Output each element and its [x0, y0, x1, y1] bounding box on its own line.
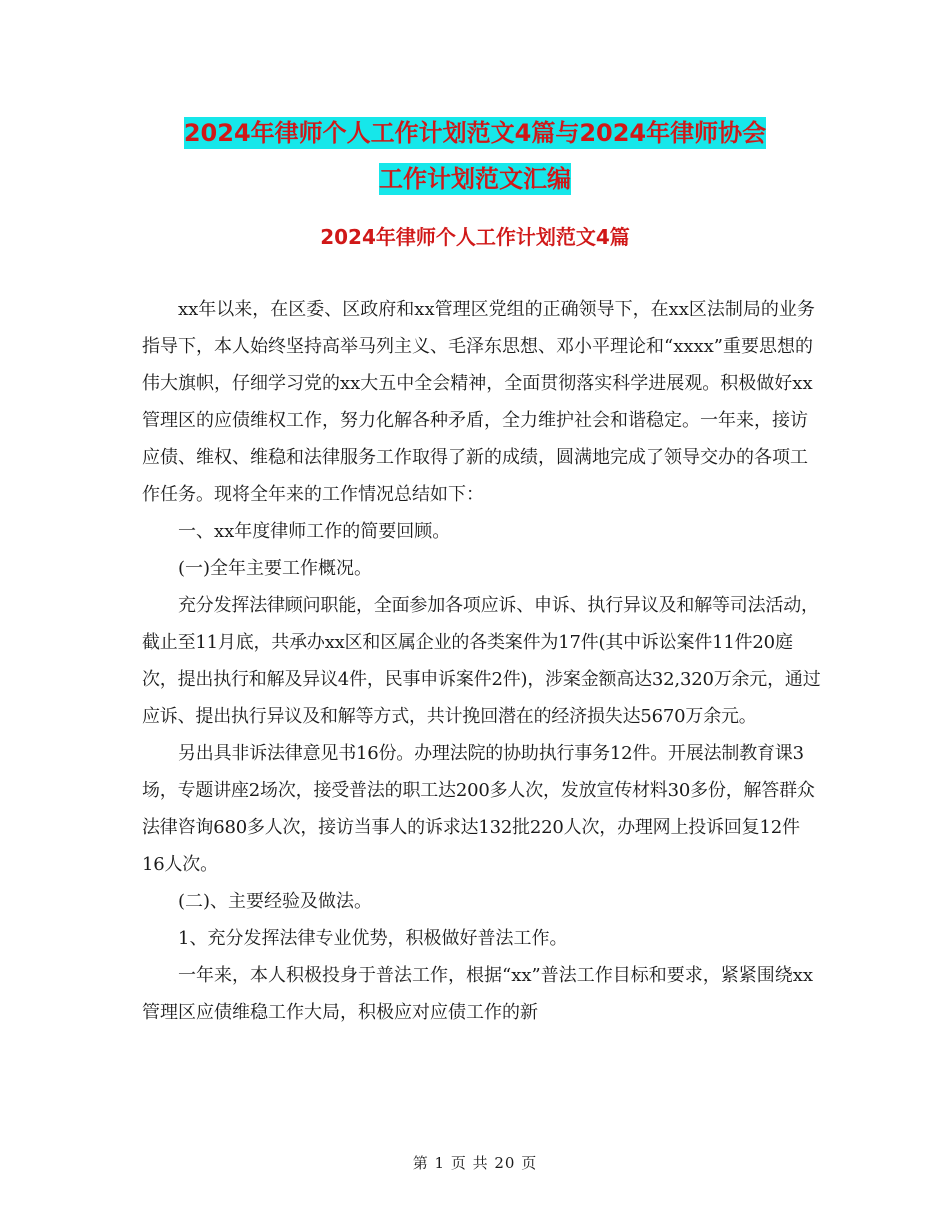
- paragraph-point-1: 1、充分发挥法律专业优势，积极做好普法工作。: [178, 928, 568, 949]
- document-body: [142, 291, 822, 1031]
- page-footer: 第 1 页 共 20 页: [412, 1154, 538, 1172]
- paragraph-other-work: 另出具非诉法律意见书16份。办理法院的协助执行事务12件。开展法制教育课3场，专题讲座2场次，接受普法的职工达200多人次，发放宣传材料30多份，解答群众法律咨询680多人次，接访当事人的诉求达132批220人次，办理网上投诉回复12件16人次。: [142, 743, 815, 875]
- title-line-1: 2024年律师个人工作计划范文4篇与2024年律师协会: [183, 119, 767, 147]
- paragraph-intro: xx年以来，在区委、区政府和xx管理区党组的正确领导下，在xx区法制局的业务指导下，本人始终坚持高举马列主义、毛泽东思想、邓小平理论和“xxxx”重要思想的伟大旗帜，仔细学习党的xx大五中全会精神，全面贯彻落实科学进展观。积极做好xx管理区的应债维权工作，努力化解各种矛盾，全力维护社会和谐稳定。一年来，接访应债、维权、维稳和法律服务工作取得了新的成绩，圆满地完成了领导交办的各项工作任务。现将全年来的工作情况总结如下：: [142, 299, 815, 505]
- paragraph-heading-1: 一、xx年度律师工作的简要回顾。: [178, 521, 451, 542]
- paragraph-heading-1-2: (二)、主要经验及做法。: [178, 891, 373, 912]
- paragraph-legal-education: 一年来，本人积极投身于普法工作，根据“xx”普法工作目标和要求，紧紧围绕xx管理区应债维稳工作大局，积极应对应债工作的新: [142, 965, 814, 1023]
- paragraph-cases: 充分发挥法律顾问职能，全面参加各项应诉、申诉、执行异议及和解等司法活动，截止至11月底，共承办xx区和区属企业的各类案件为17件(其中诉讼案件11件20庭次，提出执行和解及异议4件，民事申诉案件2件)，涉案金额高达32,320万余元，通过应诉、提出执行异议及和解等方式，共计挽回潜在的经济损失达5670万余元。: [142, 595, 821, 727]
- title-line-2: 工作计划范文汇编: [379, 165, 571, 193]
- paragraph-heading-1-1: (一)全年主要工作概况。: [178, 558, 373, 579]
- document-title: [0, 110, 950, 202]
- section-title: 2024年律师个人工作计划范文4篇: [320, 225, 630, 249]
